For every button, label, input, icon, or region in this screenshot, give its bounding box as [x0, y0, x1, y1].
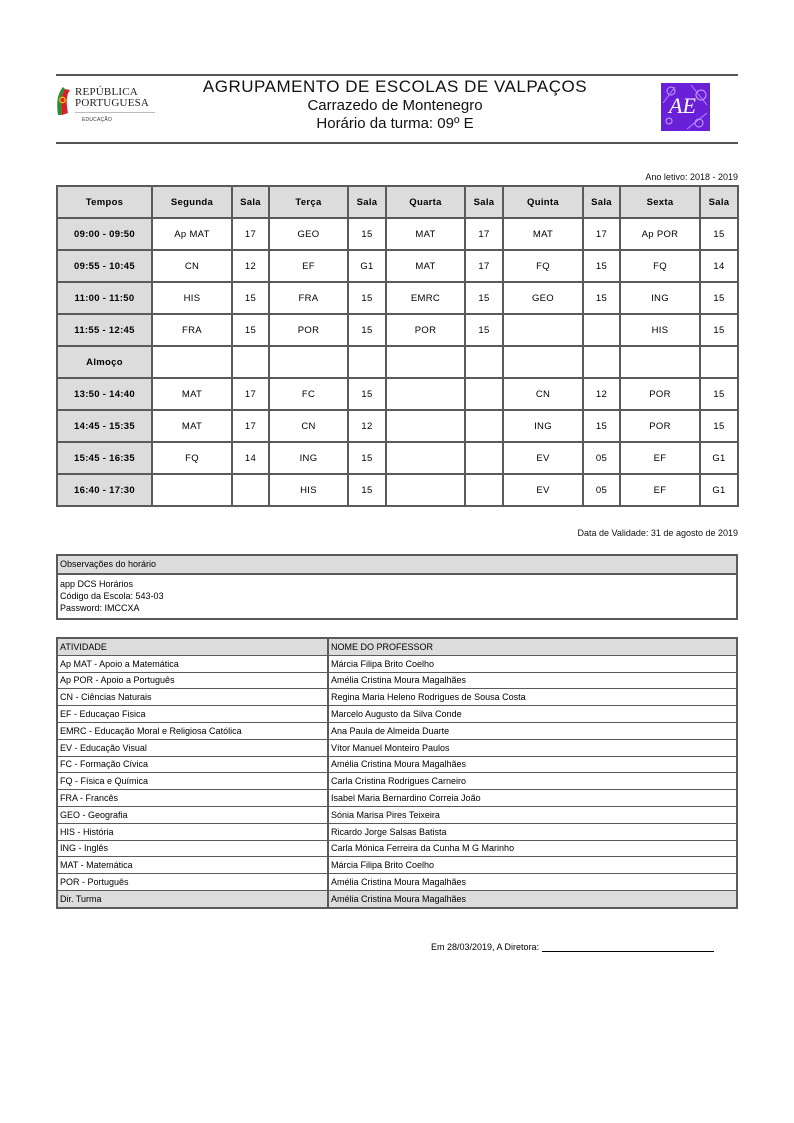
time-slot: 13:50 - 14:40 — [57, 378, 152, 410]
school-logo-text: AE — [669, 93, 696, 118]
subject-cell: FRA — [152, 314, 232, 346]
room-cell: 15 — [348, 282, 386, 314]
subject-cell: FQ — [620, 250, 700, 282]
subject-cell: CN — [503, 378, 583, 410]
room-cell: 15 — [232, 314, 269, 346]
signature-block — [431, 942, 714, 952]
teacher-row — [57, 756, 737, 773]
subject-cell: FQ — [503, 250, 583, 282]
teacher-name-cell: Carla Cristina Rodrigues Carneiro — [328, 773, 737, 790]
teacher-row — [57, 672, 737, 689]
teacher-name-cell: Isabel Maria Bernardino Correia João — [328, 790, 737, 807]
teacher-name-cell: Amélia Cristina Moura Magalhães — [328, 890, 737, 907]
school-name: Carrazedo de Montenegro — [307, 97, 483, 114]
subject-cell: POR — [386, 314, 465, 346]
room-cell — [583, 346, 620, 378]
subject-cell: MAT — [386, 250, 465, 282]
room-cell: 14 — [700, 250, 738, 282]
subject-cell — [386, 442, 465, 474]
activity-cell: POR - Português — [57, 874, 328, 891]
room-cell: 17 — [583, 218, 620, 250]
observation-line: Password: IMCCXA — [60, 603, 140, 613]
subject-cell — [503, 346, 583, 378]
col-sala: Sala — [348, 186, 386, 218]
school-logo — [661, 83, 710, 131]
subject-cell — [386, 474, 465, 506]
subject-cell: EV — [503, 442, 583, 474]
col-sexta: Sexta — [620, 186, 700, 218]
timetable — [56, 185, 739, 507]
subject-cell: Ap MAT — [152, 218, 232, 250]
teacher-name-cell: Regina Maria Heleno Rodrigues de Sousa Costa — [328, 689, 737, 706]
school-year: Ano letivo: 2018 - 2019 — [645, 172, 738, 182]
teacher-name-cell: Márcia Filipa Brito Coelho — [328, 857, 737, 874]
room-cell: G1 — [348, 250, 386, 282]
time-slot: 16:40 - 17:30 — [57, 474, 152, 506]
document-header — [160, 76, 630, 133]
timetable-row — [57, 250, 738, 282]
activity-cell: FQ - Física e Química — [57, 773, 328, 790]
republica-portuguesa-logo — [56, 84, 166, 128]
room-cell: 12 — [348, 410, 386, 442]
subject-cell: POR — [620, 378, 700, 410]
subject-cell: MAT — [386, 218, 465, 250]
col-quinta: Quinta — [503, 186, 583, 218]
col-sala: Sala — [583, 186, 620, 218]
subject-cell: MAT — [503, 218, 583, 250]
room-cell: 05 — [583, 474, 620, 506]
observation-line: Código da Escola: 543-03 — [60, 591, 164, 601]
timetable-row — [57, 410, 738, 442]
observation-line: app DCS Horários — [60, 579, 134, 589]
activity-cell: GEO - Geografia — [57, 806, 328, 823]
time-slot: 11:55 - 12:45 — [57, 314, 152, 346]
subject-cell: FC — [269, 378, 348, 410]
subject-cell: EF — [269, 250, 348, 282]
room-cell: 15 — [348, 314, 386, 346]
teacher-name-cell: Vítor Manuel Monteiro Paulos — [328, 739, 737, 756]
subject-cell: EV — [503, 474, 583, 506]
room-cell: 17 — [232, 218, 269, 250]
subject-cell: MAT — [152, 410, 232, 442]
subject-cell — [386, 410, 465, 442]
room-cell: 15 — [700, 314, 738, 346]
subject-cell: EF — [620, 442, 700, 474]
logo-sub: EDUCAÇÃO — [82, 117, 112, 123]
subject-cell — [152, 346, 232, 378]
col-tempos: Tempos — [57, 186, 152, 218]
subject-cell: ING — [503, 410, 583, 442]
subject-cell: HIS — [620, 314, 700, 346]
signature-line — [542, 942, 714, 952]
subject-cell: MAT — [152, 378, 232, 410]
room-cell: 15 — [348, 474, 386, 506]
room-cell — [232, 346, 269, 378]
time-slot: 09:55 - 10:45 — [57, 250, 152, 282]
subject-cell — [152, 474, 232, 506]
teachers-table — [56, 637, 738, 909]
subject-cell: FQ — [152, 442, 232, 474]
teacher-row — [57, 706, 737, 723]
time-slot: 15:45 - 16:35 — [57, 442, 152, 474]
timetable-row — [57, 442, 738, 474]
timetable-row — [57, 218, 738, 250]
activity-cell: EMRC - Educação Moral e Religiosa Católica — [57, 722, 328, 739]
time-slot: 09:00 - 09:50 — [57, 218, 152, 250]
subject-cell — [386, 378, 465, 410]
room-cell: 15 — [700, 282, 738, 314]
timetable-row — [57, 474, 738, 506]
room-cell: 15 — [583, 410, 620, 442]
room-cell: 17 — [465, 218, 503, 250]
activity-cell: CN - Ciências Naturais — [57, 689, 328, 706]
col-terca: Terça — [269, 186, 348, 218]
room-cell: 17 — [232, 410, 269, 442]
teacher-row — [57, 840, 737, 857]
time-slot: Almoço — [57, 346, 152, 378]
teachers-header-row — [57, 638, 737, 655]
subject-cell: EF — [620, 474, 700, 506]
room-cell: 17 — [465, 250, 503, 282]
room-cell — [700, 346, 738, 378]
col-sala: Sala — [465, 186, 503, 218]
activity-cell: Ap MAT - Apoio a Matemática — [57, 655, 328, 672]
time-slot: 11:00 - 11:50 — [57, 282, 152, 314]
subject-cell — [620, 346, 700, 378]
room-cell: 15 — [583, 250, 620, 282]
room-cell — [465, 410, 503, 442]
teacher-row — [57, 655, 737, 672]
teacher-name-cell: Amélia Cristina Moura Magalhães — [328, 756, 737, 773]
room-cell: 12 — [232, 250, 269, 282]
teacher-row — [57, 722, 737, 739]
col-professor: NOME DO PROFESSOR — [328, 638, 737, 655]
teacher-row — [57, 874, 737, 891]
timetable-header-row — [57, 186, 738, 218]
subject-cell: POR — [620, 410, 700, 442]
activity-cell: FC - Formação Cívica — [57, 756, 328, 773]
logo-divider — [75, 112, 155, 113]
teacher-name-cell: Amélia Cristina Moura Magalhães — [328, 874, 737, 891]
activity-cell: FRA - Francês — [57, 790, 328, 807]
teacher-row — [57, 689, 737, 706]
room-cell: 15 — [583, 282, 620, 314]
teacher-name-cell: Carla Mónica Ferreira da Cunha M G Marinho — [328, 840, 737, 857]
class-label: Horário da turma: 09º E — [316, 115, 474, 132]
teacher-name-cell: Ana Paula de Almeida Duarte — [328, 722, 737, 739]
room-cell: 15 — [700, 410, 738, 442]
col-sala: Sala — [700, 186, 738, 218]
room-cell — [465, 378, 503, 410]
teacher-row — [57, 823, 737, 840]
room-cell — [232, 474, 269, 506]
activity-cell: Ap POR - Apoio a Português — [57, 672, 328, 689]
subject-cell — [386, 346, 465, 378]
timetable-row — [57, 346, 738, 378]
room-cell: 05 — [583, 442, 620, 474]
subject-cell: CN — [152, 250, 232, 282]
teacher-row — [57, 739, 737, 756]
portugal-flag-icon — [56, 87, 70, 115]
subject-cell: ING — [620, 282, 700, 314]
timetable-row — [57, 314, 738, 346]
col-atividade: ATIVIDADE — [57, 638, 328, 655]
room-cell — [583, 314, 620, 346]
teacher-row — [57, 857, 737, 874]
subject-cell: HIS — [152, 282, 232, 314]
room-cell: 15 — [348, 378, 386, 410]
room-cell: 15 — [232, 282, 269, 314]
signature-text: Em 28/03/2019, A Diretora: — [431, 942, 540, 952]
subject-cell: ING — [269, 442, 348, 474]
activity-cell: EF - Educaçao Fisica — [57, 706, 328, 723]
teacher-row — [57, 790, 737, 807]
activity-cell: Dir. Turma — [57, 890, 328, 907]
subject-cell: FRA — [269, 282, 348, 314]
room-cell: 15 — [700, 218, 738, 250]
teacher-name-cell: Ricardo Jorge Salsas Batista — [328, 823, 737, 840]
subject-cell: Ap POR — [620, 218, 700, 250]
activity-cell: HIS - História — [57, 823, 328, 840]
activity-cell: EV - Educação Visual — [57, 739, 328, 756]
subject-cell — [503, 314, 583, 346]
teacher-name-cell: Márcia Filipa Brito Coelho — [328, 655, 737, 672]
col-quarta: Quarta — [386, 186, 465, 218]
time-slot: 14:45 - 15:35 — [57, 410, 152, 442]
room-cell: G1 — [700, 442, 738, 474]
subject-cell: POR — [269, 314, 348, 346]
activity-cell: ING - Inglês — [57, 840, 328, 857]
room-cell: 12 — [583, 378, 620, 410]
teacher-row — [57, 890, 737, 907]
logo-line-2: PORTUGUESA — [75, 97, 150, 109]
room-cell — [465, 442, 503, 474]
page-title: AGRUPAMENTO DE ESCOLAS DE VALPAÇOS — [202, 77, 588, 96]
room-cell: 15 — [700, 378, 738, 410]
subject-cell: CN — [269, 410, 348, 442]
room-cell: 15 — [348, 218, 386, 250]
room-cell: 14 — [232, 442, 269, 474]
col-sala: Sala — [232, 186, 269, 218]
teacher-name-cell: Marcelo Augusto da Silva Conde — [328, 706, 737, 723]
teacher-row — [57, 806, 737, 823]
teacher-name-cell: Sónia Marisa Pires Teixeira — [328, 806, 737, 823]
room-cell: 15 — [348, 442, 386, 474]
room-cell — [348, 346, 386, 378]
logo-line-1: REPÚBLICA — [75, 86, 138, 98]
subject-cell — [269, 346, 348, 378]
room-cell — [465, 346, 503, 378]
room-cell: 15 — [465, 314, 503, 346]
validity-date: Data de Validade: 31 de agosto de 2019 — [577, 528, 738, 538]
subject-cell: HIS — [269, 474, 348, 506]
col-segunda: Segunda — [152, 186, 232, 218]
subject-cell: EMRC — [386, 282, 465, 314]
subject-cell: GEO — [269, 218, 348, 250]
teacher-name-cell: Amélia Cristina Moura Magalhães — [328, 672, 737, 689]
subject-cell: GEO — [503, 282, 583, 314]
header-bottom-rule — [56, 142, 738, 144]
observations-body — [58, 575, 736, 618]
observations-title: Observações do horário — [58, 556, 736, 575]
teacher-row — [57, 773, 737, 790]
activity-cell: MAT - Matemática — [57, 857, 328, 874]
room-cell: G1 — [700, 474, 738, 506]
timetable-row — [57, 378, 738, 410]
timetable-row — [57, 282, 738, 314]
observations-box — [56, 554, 738, 620]
room-cell: 17 — [232, 378, 269, 410]
room-cell: 15 — [465, 282, 503, 314]
room-cell — [465, 474, 503, 506]
